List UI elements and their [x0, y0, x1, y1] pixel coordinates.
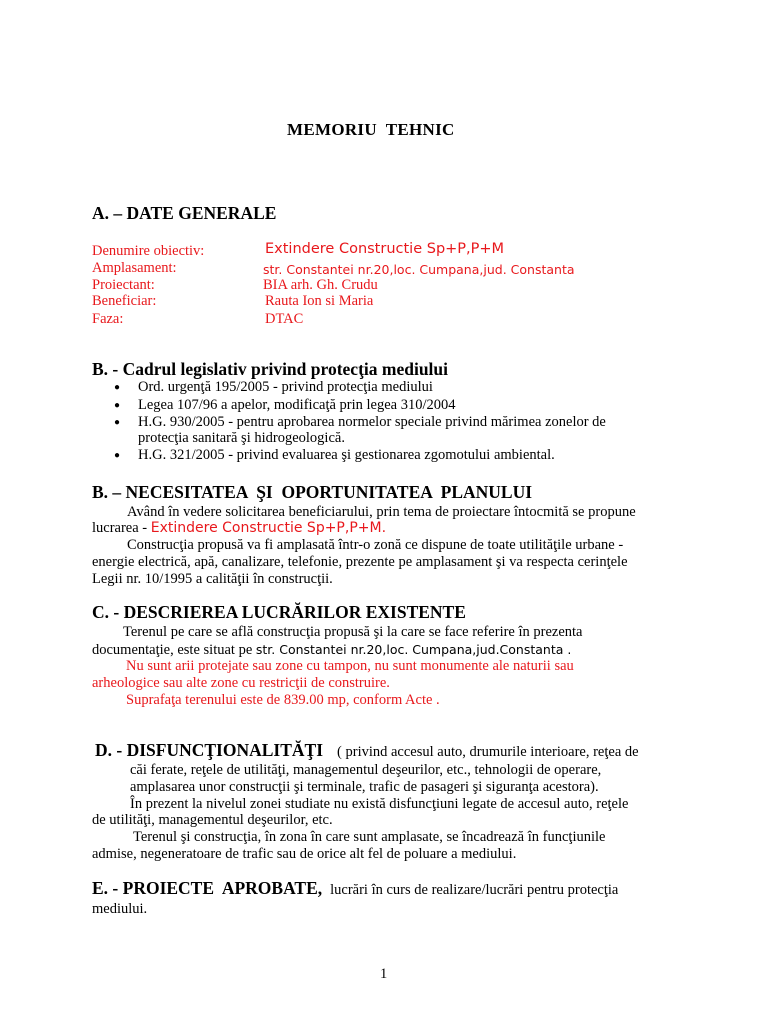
paragraph-line	[92, 641, 571, 659]
paragraph-text: ( privind accesul auto, drumurile interioare, reţea de	[337, 744, 639, 760]
paragraph-line: Nu sunt arii protejate sau zone cu tampon, nu sunt monumente ale naturii sau	[126, 658, 574, 674]
section-c-heading: C. - DESCRIEREA LUCRĂRILOR EXISTENTE	[92, 602, 466, 622]
paragraph-line: amplasarea unor construcţii şi terminale, trafic de pasageri şi siguranţa acestora).	[130, 779, 599, 795]
paragraph-line: de utilităţi, managementul deşeurilor, etc.	[92, 812, 333, 828]
section-b2-heading: B. – NECESITATEA ŞI OPORTUNITATEA PLANULUI	[92, 482, 533, 502]
bullet-icon: ●	[114, 400, 121, 411]
list-item: Ord. urgenţă 195/2005 - privind protecţia mediului	[138, 379, 433, 395]
paragraph-line: Legii nr. 10/1995 a calităţii în construcţii.	[92, 571, 333, 587]
list-item: H.G. 321/2005 - privind evaluarea şi gestionarea zgomotului ambiental.	[138, 447, 555, 463]
label-amplasament: Amplasament:	[92, 260, 177, 276]
value-amplasament: str. Constantei nr.20,loc. Cumpana,jud. Constanta	[263, 262, 575, 277]
section-e-line	[92, 880, 618, 899]
paragraph-line: Având în vedere solicitarea beneficiarului, prin tema de proiectare întocmită se propune	[127, 504, 636, 520]
label-denumire: Denumire obiectiv:	[92, 243, 205, 259]
paragraph-line: Suprafaţa terenului este de 839.00 mp, conform Acte .	[126, 692, 440, 708]
page-title: MEMORIU TEHNIC	[287, 120, 455, 139]
project-name: Extindere Constructie Sp+P,P+M.	[150, 520, 387, 536]
section-d-line	[95, 742, 639, 761]
value-beneficiar: Rauta Ion si Maria	[265, 293, 374, 309]
bullet-icon: ●	[114, 382, 121, 393]
section-b1-heading: B. - Cadrul legislativ privind protecţia mediului	[92, 359, 449, 379]
paragraph-line: Terenul şi construcţia, în zona în care sunt amplasate, se încadrează în funcţiunile	[133, 829, 606, 845]
paragraph-line: admise, negeneratoare de trafic sau de orice alt fel de poluare a mediului.	[92, 846, 517, 862]
list-item: H.G. 930/2005 - pentru aprobarea normelor speciale privind mărimea zonelor de	[138, 414, 606, 430]
paragraph-text: lucrări în curs de realizare/lucrări pentru protecţia	[330, 882, 619, 898]
section-d-heading: D. - DISFUNCŢIONALITĂŢI	[95, 740, 324, 760]
paragraph-line	[92, 520, 386, 537]
label-proiectant: Proiectant:	[92, 277, 155, 293]
page-number: 1	[380, 966, 388, 982]
value-faza: DTAC	[265, 311, 304, 327]
section-a-heading: A. – DATE GENERALE	[92, 203, 277, 223]
paragraph-text: lucrarea -	[92, 520, 151, 536]
paragraph-line: căi ferate, reţele de utilităţi, managementul deşeurilor, etc., tehnologii de operare,	[130, 762, 602, 778]
paragraph-line: Construcţia propusă va fi amplasată într-o zonă ce dispune de toate utilităţile urbane -	[127, 537, 624, 553]
paragraph-line: mediului.	[92, 901, 148, 917]
list-item: Legea 107/96 a apelor, modificaţă prin legea 310/2004	[138, 397, 456, 413]
list-item-continuation: protecţia sanitară şi hidrogeologică.	[138, 430, 345, 446]
address-text: str. Constantei nr.20,loc. Cumpana,jud.Constanta .	[255, 642, 572, 657]
paragraph-line: energie electrică, apă, canalizare, telefonie, prezente pe amplasament şi va respecta cerinţele	[92, 554, 628, 570]
section-e-heading: E. - PROIECTE APROBATE,	[92, 878, 323, 898]
bullet-icon: ●	[114, 450, 121, 461]
paragraph-text: documentaţie, este situat pe	[92, 642, 256, 658]
value-denumire: Extindere Constructie Sp+P,P+M	[265, 241, 505, 257]
paragraph-line: Terenul pe care se află construcţia propusă şi la care se face referire în prezenta	[123, 624, 583, 640]
label-beneficiar: Beneficiar:	[92, 293, 157, 309]
bullet-icon: ●	[114, 417, 121, 428]
label-faza: Faza:	[92, 311, 124, 327]
paragraph-line: arheologice sau alte zone cu restricţii de construire.	[92, 675, 390, 691]
paragraph-line: În prezent la nivelul zonei studiate nu există disfuncţiuni legate de accesul auto, reţele	[130, 796, 629, 812]
value-proiectant: BIA arh. Gh. Crudu	[263, 277, 378, 293]
